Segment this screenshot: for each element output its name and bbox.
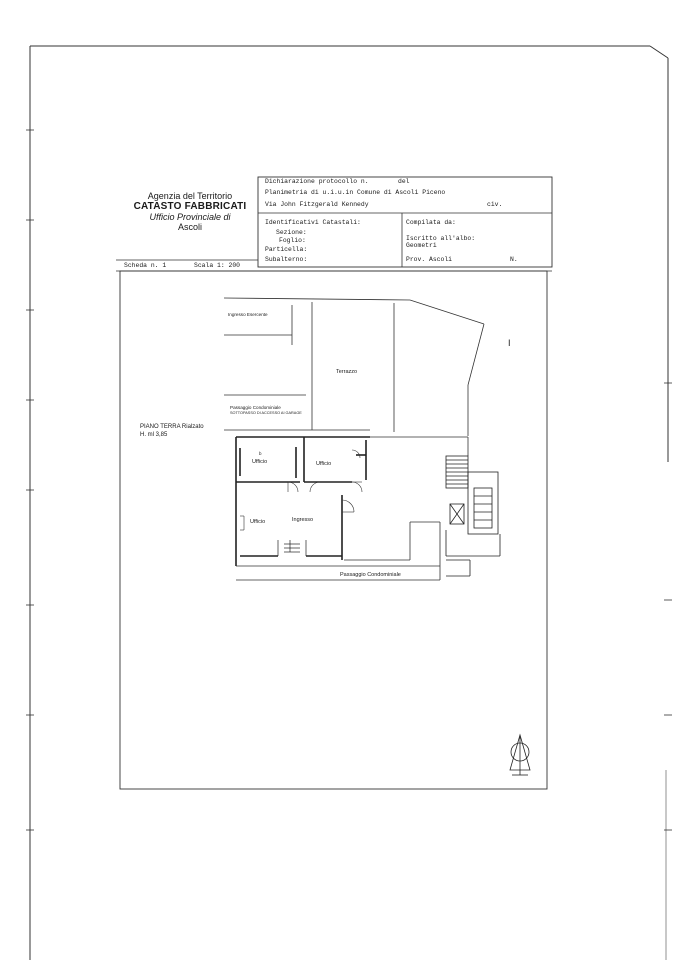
room-ingresso: Ingresso [292,517,314,523]
b-marker: b [259,451,262,456]
prov-label: Prov. Ascoli [406,256,453,263]
piano-terra-label: PIANO TERRA Rialzato [140,424,204,430]
compilata-label: Compilata da: [406,219,456,226]
identificativi-label: Identificativi Catastali: [265,219,361,226]
sezione-label: Sezione: [276,229,307,236]
del-label: del [398,178,410,185]
sottopasso-label: SOTTOPASSO DI ACCESSO AI GARAGE [230,411,302,415]
catasto-title: CATASTO FABBRICATI [133,201,247,213]
scheda-label: Scheda n. 1 [124,262,167,269]
subalterno-label: Subalterno: [265,256,308,263]
room-ufficio-2: Ufficio [316,461,332,467]
right-marker: I [508,338,511,348]
passaggio-top-label: Passaggio Condominiale [230,405,281,410]
room-ufficio-3: Ufficio [250,519,266,525]
planimetria-label: Planimetria di u.i.u.in Comune di Ascoli Piceno [265,189,446,196]
passaggio-bottom-label: Passaggio Condominiale [340,572,401,578]
civ-label: civ. [487,201,503,208]
ufficio-provinciale: Ufficio Provinciale di [149,212,231,223]
agency-name: Agenzia del Territorio [147,191,233,201]
particella-label: Particella: [265,246,308,253]
dichiarazione-label: Dichiarazione protocollo n. [265,178,369,185]
scala-label: Scala 1: 200 [194,262,241,269]
iscritto-label: Iscritto all'albo: [406,235,476,242]
province-name: Ascoli [177,222,202,233]
altezza-label: H. ml 3,85 [140,432,168,438]
geometri-label: Geometri [406,242,437,249]
foglio-label: Foglio: [279,237,306,244]
room-ufficio-1: Ufficio [252,459,268,465]
terrazzo-label: Terrazzo [336,369,358,375]
address-label: Via John Fitzgerald Kennedy [265,201,369,208]
ingresso-esercente-label: Ingresso Esercente [228,312,268,317]
number-label: N. [510,256,518,263]
